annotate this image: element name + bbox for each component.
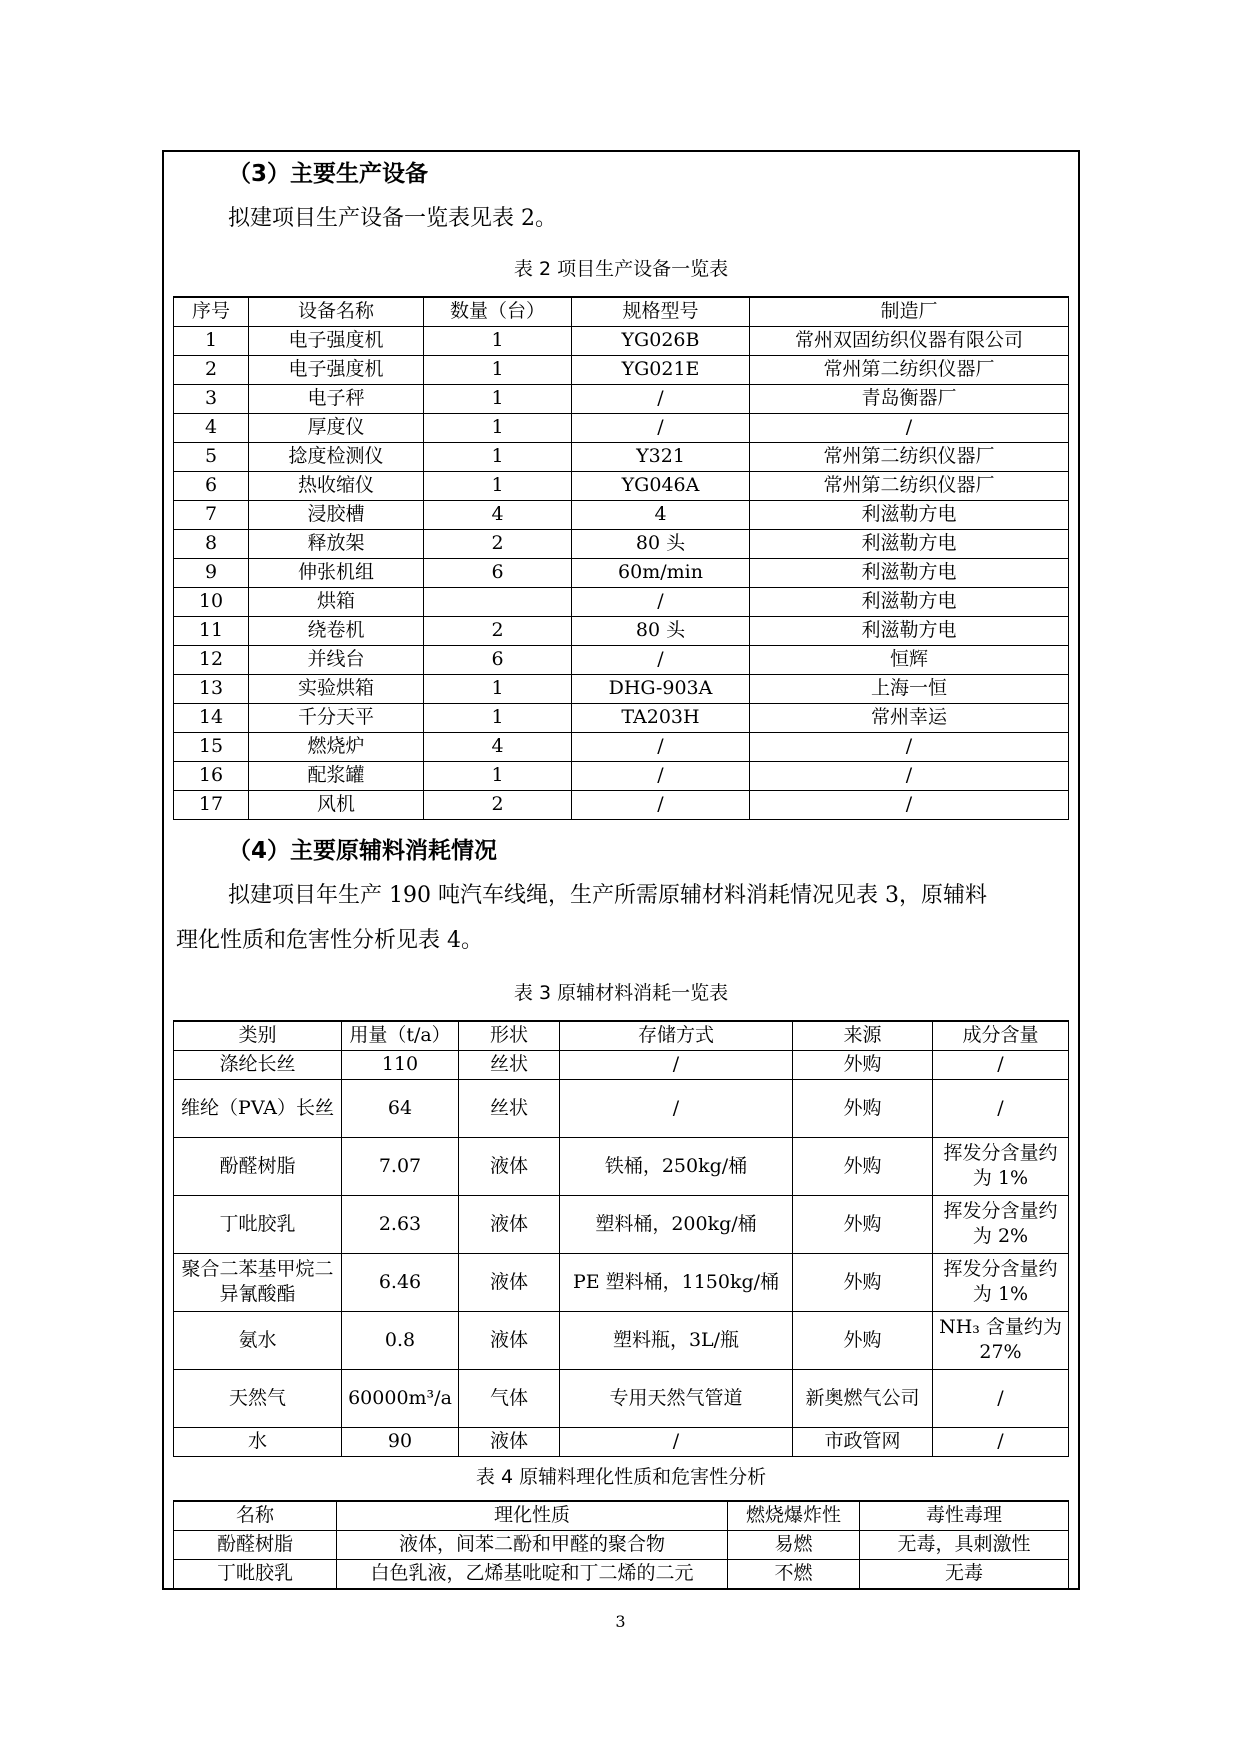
table-cell: 维纶（PVA）长丝: [174, 1079, 342, 1137]
table-cell: NH₃ 含量约为 27%: [933, 1311, 1069, 1369]
table-row: [174, 442, 1069, 471]
table-cell: 2: [174, 355, 249, 384]
table4-header-cell: 名称: [174, 1501, 337, 1530]
table-cell: 13: [174, 674, 249, 703]
table-cell: 丁吡胶乳: [174, 1559, 337, 1588]
table-cell: /: [750, 732, 1069, 761]
table-cell: /: [750, 413, 1069, 442]
table-row: [174, 529, 1069, 558]
table4-caption: 表 4 原辅料理化性质和危害性分析: [475, 1466, 767, 1488]
table-cell: 上海一恒: [750, 674, 1069, 703]
table-cell: /: [933, 1079, 1069, 1137]
table-cell: 6: [174, 471, 249, 500]
table-cell: 烘箱: [249, 587, 424, 616]
table-row: [174, 1079, 1069, 1137]
table-row: [174, 1311, 1069, 1369]
table-row: [174, 587, 1069, 616]
table-cell: 9: [174, 558, 249, 587]
table-cell: 60000m³/a: [342, 1369, 459, 1427]
table-cell: /: [572, 790, 750, 819]
table4-header-cell: 燃烧爆炸性: [728, 1501, 860, 1530]
table2-header-cell: 制造厂: [750, 297, 1069, 326]
table-cell: 涤纶长丝: [174, 1050, 342, 1079]
table-cell: 配浆罐: [249, 761, 424, 790]
table-cell: 4: [174, 413, 249, 442]
table-cell: 80 头: [572, 616, 750, 645]
table-cell: 挥发分含量约为 1%: [933, 1137, 1069, 1195]
table-cell: 电子强度机: [249, 355, 424, 384]
table-row: [174, 1369, 1069, 1427]
table-cell: 常州双固纺织仪器有限公司: [750, 326, 1069, 355]
table-row: [174, 761, 1069, 790]
table3-header-cell: 形状: [459, 1021, 560, 1050]
table-cell: 常州第二纺织仪器厂: [750, 471, 1069, 500]
table-cell: 2.63: [342, 1195, 459, 1253]
table-cell: 液体: [459, 1311, 560, 1369]
table-cell: 白色乳液，乙烯基吡啶和丁二烯的二元: [337, 1559, 728, 1588]
table-row: [174, 732, 1069, 761]
table-row: [174, 1427, 1069, 1456]
table-cell: 外购: [793, 1253, 933, 1311]
table-cell: 6.46: [342, 1253, 459, 1311]
table-cell: 7.07: [342, 1137, 459, 1195]
table4-header-cell: 理化性质: [337, 1501, 728, 1530]
table-cell: 易燃: [728, 1530, 860, 1559]
table-cell: PE 塑料桶，1150kg/桶: [560, 1253, 793, 1311]
table-cell: [424, 587, 572, 616]
table-cell: 挥发分含量约为 1%: [933, 1253, 1069, 1311]
table-row: [174, 558, 1069, 587]
table-cell: 气体: [459, 1369, 560, 1427]
table-cell: 2: [424, 790, 572, 819]
table-cell: YG021E: [572, 355, 750, 384]
table-cell: 实验烘箱: [249, 674, 424, 703]
section4-heading: （4）主要原辅料消耗情况: [228, 838, 498, 864]
table-row: [174, 1137, 1069, 1195]
table-cell: /: [560, 1427, 793, 1456]
table2-header-row: [174, 297, 1069, 326]
table-cell: /: [750, 761, 1069, 790]
table-cell: 110: [342, 1050, 459, 1079]
table-cell: 丝状: [459, 1079, 560, 1137]
table-cell: /: [560, 1079, 793, 1137]
table-cell: /: [933, 1369, 1069, 1427]
table-row: [174, 1195, 1069, 1253]
table-row: [174, 413, 1069, 442]
table-cell: 利滋勒方电: [750, 616, 1069, 645]
table-cell: 12: [174, 645, 249, 674]
table2-caption: 表 2 项目生产设备一览表: [513, 258, 729, 280]
table-cell: 无毒，具刺激性: [860, 1530, 1069, 1559]
table-cell: 外购: [793, 1050, 933, 1079]
table-cell: 液体: [459, 1253, 560, 1311]
table-cell: 64: [342, 1079, 459, 1137]
table3-header-row: [174, 1021, 1069, 1050]
table-cell: 11: [174, 616, 249, 645]
page-number: 3: [615, 1612, 626, 1631]
table-cell: 60m/min: [572, 558, 750, 587]
table-cell: /: [572, 761, 750, 790]
table-cell: 1: [424, 384, 572, 413]
table-cell: 4: [424, 732, 572, 761]
table-cell: 青岛衡器厂: [750, 384, 1069, 413]
table-cell: 6: [424, 645, 572, 674]
table-cell: 14: [174, 703, 249, 732]
table2-header-cell: 设备名称: [249, 297, 424, 326]
table-cell: 利滋勒方电: [750, 500, 1069, 529]
table-cell: 1: [424, 703, 572, 732]
table-cell: 燃烧炉: [249, 732, 424, 761]
table-cell: 7: [174, 500, 249, 529]
table-cell: 氨水: [174, 1311, 342, 1369]
table-cell: 铁桶，250kg/桶: [560, 1137, 793, 1195]
table2-header-cell: 序号: [174, 297, 249, 326]
table-cell: 浸胶槽: [249, 500, 424, 529]
table-cell: /: [572, 587, 750, 616]
table-cell: YG046A: [572, 471, 750, 500]
table-cell: 1: [424, 355, 572, 384]
table4-header-cell: 毒性毒理: [860, 1501, 1069, 1530]
table-cell: 利滋勒方电: [750, 529, 1069, 558]
table-cell: /: [572, 384, 750, 413]
table-cell: 2: [424, 529, 572, 558]
table3-header-cell: 用量（t/a）: [342, 1021, 459, 1050]
table-cell: 常州幸运: [750, 703, 1069, 732]
table-cell: 释放架: [249, 529, 424, 558]
table-cell: 90: [342, 1427, 459, 1456]
table-row: [174, 384, 1069, 413]
table-cell: 1: [424, 413, 572, 442]
table-cell: 塑料桶，200kg/桶: [560, 1195, 793, 1253]
table3-caption: 表 3 原辅材料消耗一览表: [513, 982, 729, 1004]
table-cell: DHG-903A: [572, 674, 750, 703]
table-row: [174, 790, 1069, 819]
table-cell: 利滋勒方电: [750, 587, 1069, 616]
table-cell: 80 头: [572, 529, 750, 558]
table3-header-cell: 成分含量: [933, 1021, 1069, 1050]
table-cell: 3: [174, 384, 249, 413]
table-cell: 恒辉: [750, 645, 1069, 674]
table-cell: 常州第二纺织仪器厂: [750, 355, 1069, 384]
table-cell: /: [750, 790, 1069, 819]
table-row: [174, 1253, 1069, 1311]
table-cell: 绕卷机: [249, 616, 424, 645]
table-cell: 塑料瓶，3L/瓶: [560, 1311, 793, 1369]
table-row: [174, 1559, 1069, 1588]
table-cell: 液体，间苯二酚和甲醛的聚合物: [337, 1530, 728, 1559]
table-cell: 1: [174, 326, 249, 355]
table4-header-row: [174, 1501, 1069, 1530]
table-cell: 丁吡胶乳: [174, 1195, 342, 1253]
table-cell: 不燃: [728, 1559, 860, 1588]
table2-header-cell: 数量（台）: [424, 297, 572, 326]
section4-paragraph-line2: 理化性质和危害性分析见表 4。: [176, 928, 483, 953]
table-cell: 千分天平: [249, 703, 424, 732]
table-cell: 热收缩仪: [249, 471, 424, 500]
table-row: [174, 1050, 1069, 1079]
table-row: [174, 674, 1069, 703]
table-cell: 外购: [793, 1079, 933, 1137]
table-cell: 电子秤: [249, 384, 424, 413]
table3-header-cell: 来源: [793, 1021, 933, 1050]
table-cell: 常州第二纺织仪器厂: [750, 442, 1069, 471]
table-cell: /: [933, 1427, 1069, 1456]
table-cell: /: [560, 1050, 793, 1079]
table-cell: 2: [424, 616, 572, 645]
section4-paragraph-line1: 拟建项目年生产 190 吨汽车线绳，生产所需原辅材料消耗情况见表 3，原辅料: [228, 883, 987, 908]
table-cell: /: [572, 645, 750, 674]
table-row: [174, 645, 1069, 674]
table-cell: 电子强度机: [249, 326, 424, 355]
table-row: [174, 355, 1069, 384]
table-cell: 并线台: [249, 645, 424, 674]
table-cell: 市政管网: [793, 1427, 933, 1456]
table-cell: 8: [174, 529, 249, 558]
table-cell: 0.8: [342, 1311, 459, 1369]
table-cell: Y321: [572, 442, 750, 471]
table4: [173, 1500, 1069, 1589]
table-cell: 10: [174, 587, 249, 616]
table-cell: 无毒: [860, 1559, 1069, 1588]
table-cell: /: [572, 413, 750, 442]
section3-heading: （3）主要生产设备: [228, 161, 429, 187]
section3-paragraph: 拟建项目生产设备一览表见表 2。: [228, 206, 557, 231]
table-cell: /: [572, 732, 750, 761]
table-cell: 厚度仪: [249, 413, 424, 442]
table-cell: 外购: [793, 1311, 933, 1369]
table-cell: YG026B: [572, 326, 750, 355]
table-cell: TA203H: [572, 703, 750, 732]
table-cell: 液体: [459, 1427, 560, 1456]
table-cell: 新奥燃气公司: [793, 1369, 933, 1427]
table-cell: 1: [424, 674, 572, 703]
table3: [173, 1020, 1069, 1457]
table-cell: 风机: [249, 790, 424, 819]
table-row: [174, 471, 1069, 500]
table-cell: 1: [424, 442, 572, 471]
table-cell: 外购: [793, 1137, 933, 1195]
table-cell: 酚醛树脂: [174, 1530, 337, 1559]
table-cell: 液体: [459, 1195, 560, 1253]
table-row: [174, 703, 1069, 732]
table-cell: 17: [174, 790, 249, 819]
table2: [173, 296, 1069, 820]
table-cell: 4: [424, 500, 572, 529]
table2-header-cell: 规格型号: [572, 297, 750, 326]
table-row: [174, 500, 1069, 529]
table-cell: 酚醛树脂: [174, 1137, 342, 1195]
table-row: [174, 1530, 1069, 1559]
table3-header-cell: 类别: [174, 1021, 342, 1050]
table-cell: 5: [174, 442, 249, 471]
table-row: [174, 326, 1069, 355]
table-cell: 6: [424, 558, 572, 587]
table-cell: /: [933, 1050, 1069, 1079]
table-cell: 4: [572, 500, 750, 529]
table-cell: 液体: [459, 1137, 560, 1195]
table-cell: 16: [174, 761, 249, 790]
table-cell: 1: [424, 471, 572, 500]
table-cell: 1: [424, 326, 572, 355]
table-cell: 伸张机组: [249, 558, 424, 587]
table-cell: 挥发分含量约为 2%: [933, 1195, 1069, 1253]
table-cell: 天然气: [174, 1369, 342, 1427]
table-cell: 外购: [793, 1195, 933, 1253]
table-cell: 丝状: [459, 1050, 560, 1079]
table-cell: 水: [174, 1427, 342, 1456]
table-cell: 聚合二苯基甲烷二异氰酸酯: [174, 1253, 342, 1311]
table3-header-cell: 存储方式: [560, 1021, 793, 1050]
table-row: [174, 616, 1069, 645]
table-cell: 捻度检测仪: [249, 442, 424, 471]
table-cell: 专用天然气管道: [560, 1369, 793, 1427]
table-cell: 15: [174, 732, 249, 761]
table-cell: 利滋勒方电: [750, 558, 1069, 587]
table-cell: 1: [424, 761, 572, 790]
